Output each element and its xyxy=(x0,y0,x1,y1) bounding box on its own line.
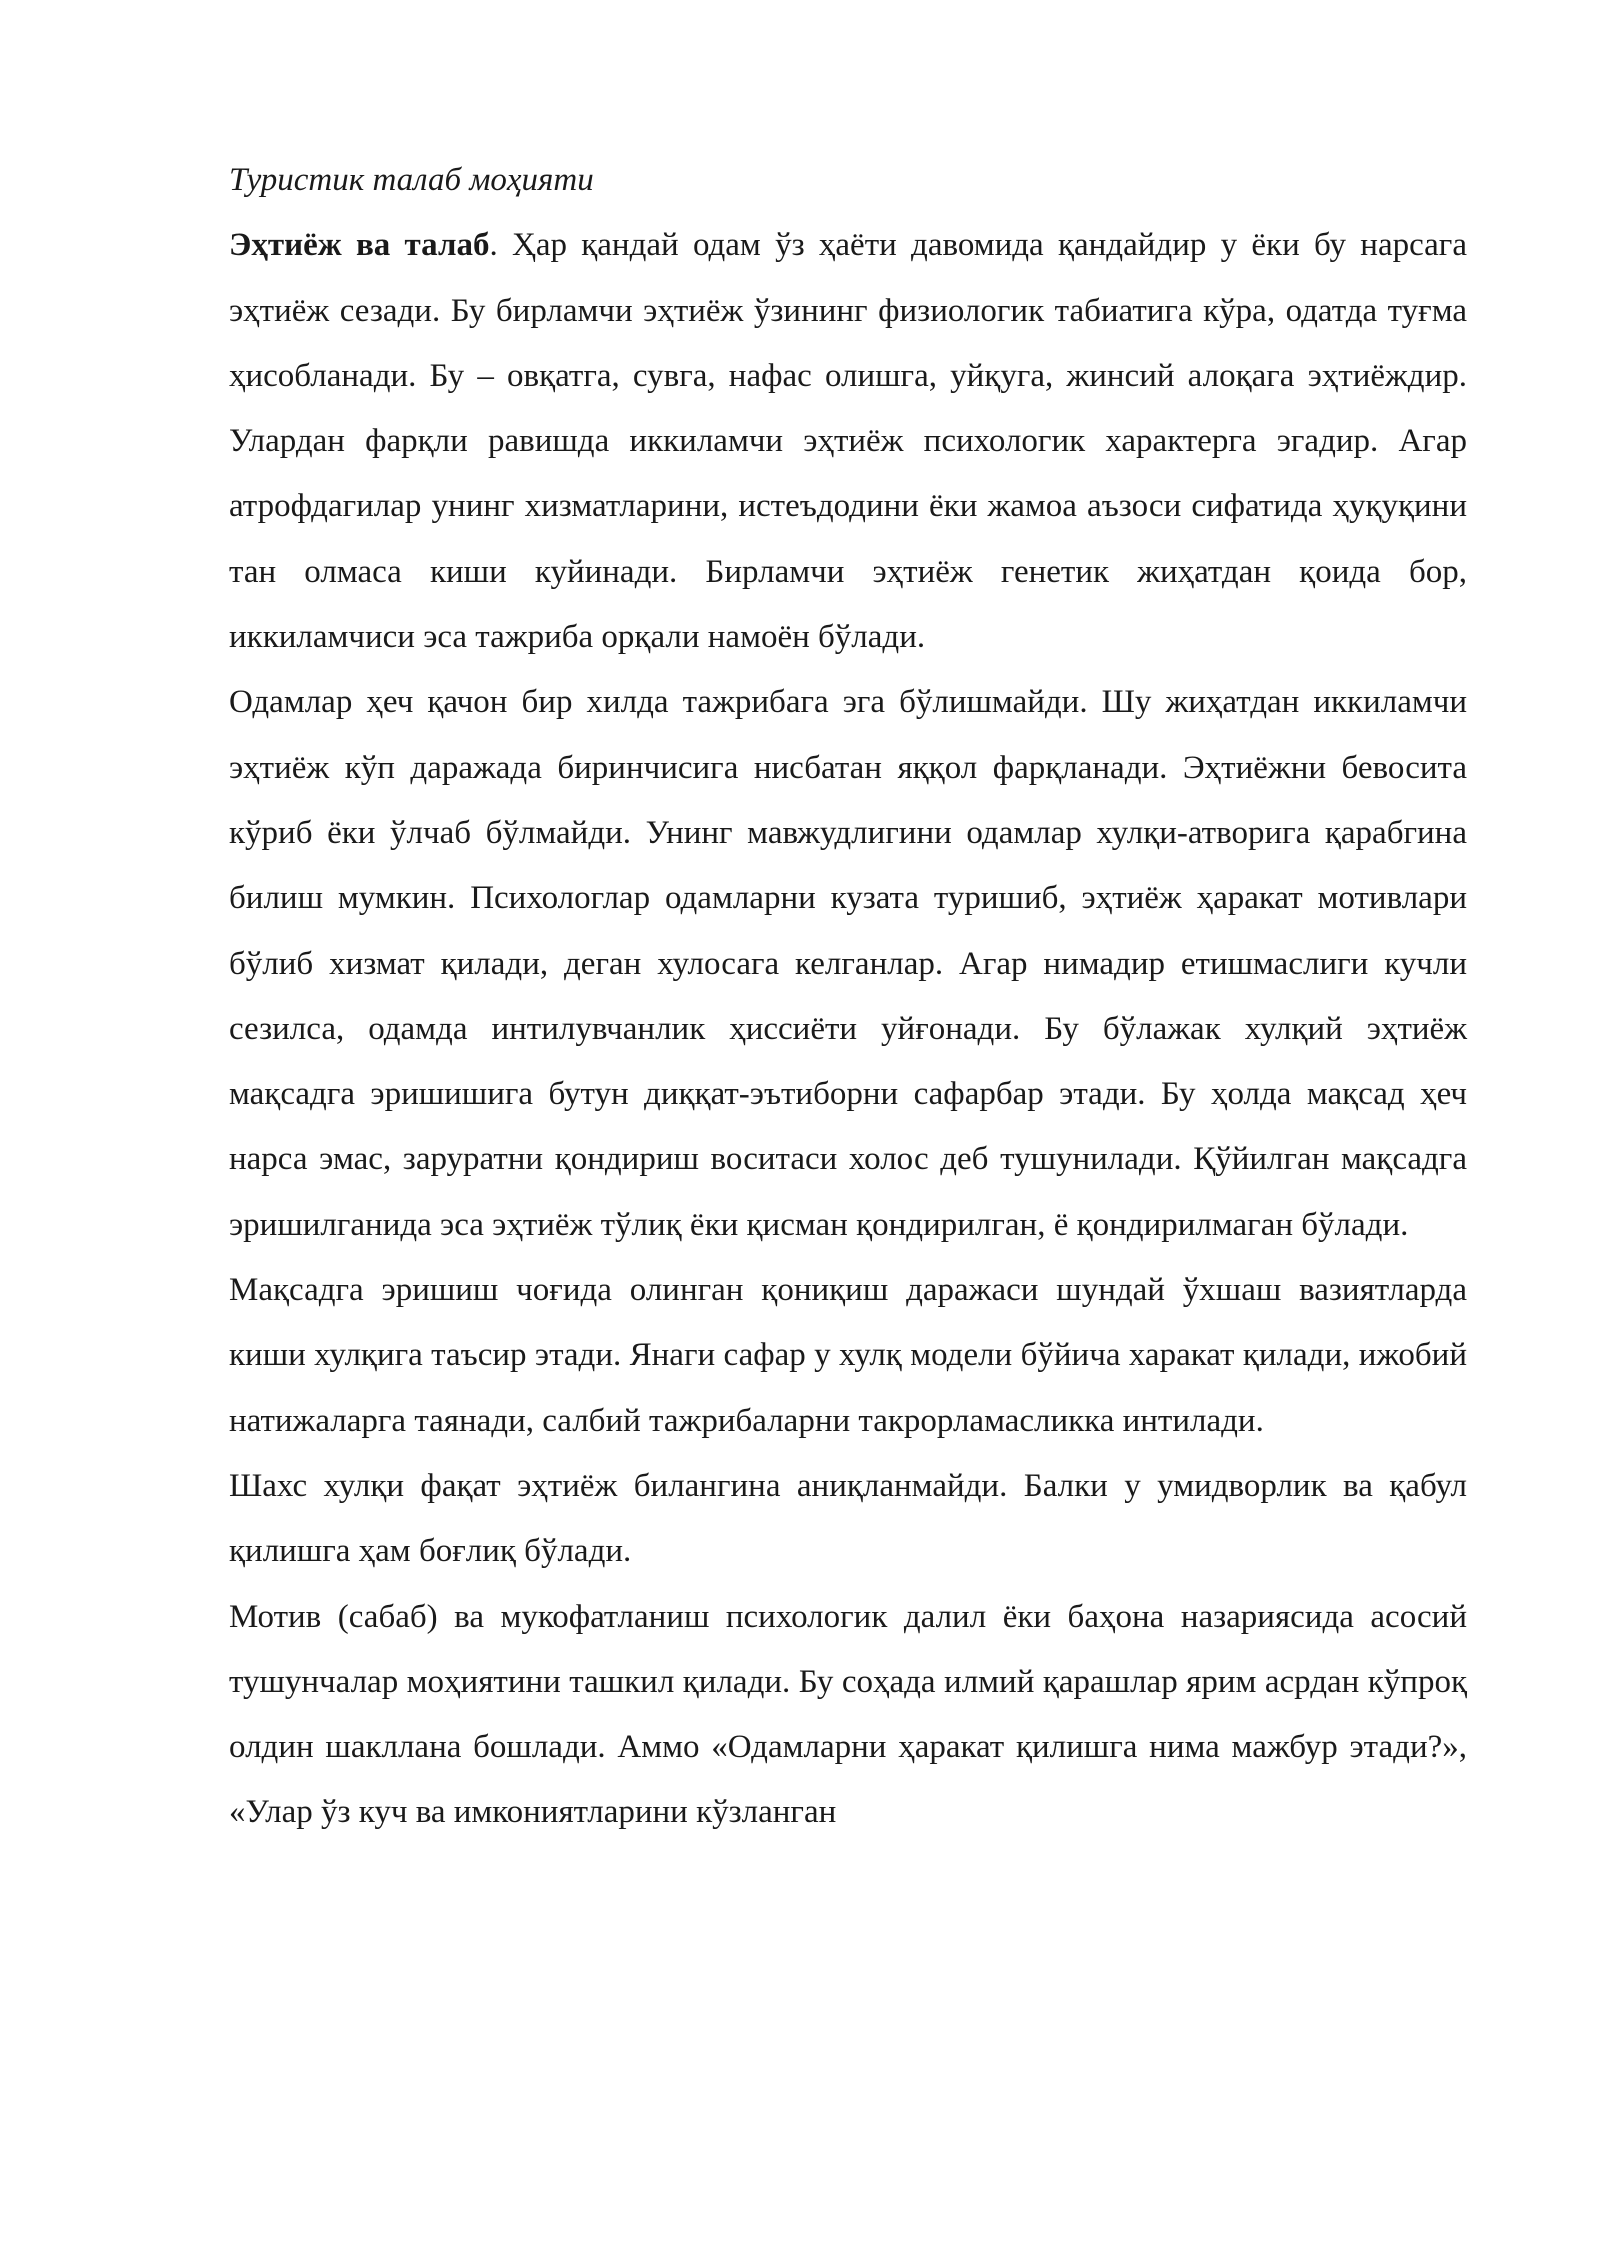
paragraph-motive: Мотив (сабаб) ва мукофатланиш психологик далил ёки баҳона назариясида асосий тушунчалар моҳиятини ташкил қилади. Бу соҳада илмий қарашлар ярим асрдан кўпроқ олдин шакллана бошлади. Аммо «Одамларни ҳаракат қилишга нима мажбур этади?», «Улар ўз куч ва имкониятларини кўзланган xyxy=(229,1598,1467,1831)
paragraph-lead-term: Эҳтиёж ва талаб xyxy=(229,227,490,264)
paragraph-needs-and-demand xyxy=(229,213,1467,670)
document-body xyxy=(229,148,1467,1846)
paragraph-satisfaction: Мақсадга эришиш чоғида олинган қониқиш даражаси шундай ўхшаш вазиятларда киши хулқига таъсир этади. Янаги сафар у хулқ модели бўйича харакат қилади, ижобий натижаларга таянади, салбий тажрибаларни такрорламасликка интилади. xyxy=(229,1272,1467,1439)
paragraph-text: . Ҳар қандай одам ўз ҳаёти давомида қандайдир у ёки бу нарсага эҳтиёж сезади. Бу бирламчи эҳтиёж ўзининг физиологик табиатига кўра, одатда туғма ҳисобланади. Бу – овқатга, сувга, нафас олишга, уйқуга, жинсий алоқага эҳтиёждир. Улардан фарқли равишда иккиламчи эҳтиёж психологик характерга эгадир. Агар атрофдагилар унинг хизматларини, истеъдодини ёки жамоа аъзоси сифатида ҳуқуқини тан олмаса киши куйинади. Бирламчи эҳтиёж генетик жиҳатдан қоида бор, иккиламчиси эса тажриба орқали намоён бўлади. xyxy=(229,227,1467,656)
document-title: Туристик талаб моҳияти xyxy=(229,162,594,198)
paragraph-behavior: Шахс хулқи фақат эҳтиёж билангина аниқланмайди. Балки у умидворлик ва қабул қилишга ҳам боғлиқ бўлади. xyxy=(229,1467,1467,1570)
paragraph-experience: Одамлар ҳеч қачон бир хилда тажрибага эга бўлишмайди. Шу жиҳатдан иккиламчи эҳтиёж кўп даражада биринчисига нисбатан яққол фарқланади. Эҳтиёжни бевосита кўриб ёки ўлчаб бўлмайди. Унинг мавжудлигини одамлар хулқи-атворига қарабгина билиш мумкин. Психологлар одамларни кузата туришиб, эҳтиёж ҳаракат мотивлари бўлиб хизмат қилади, деган хулосага келганлар. Агар нимадир етишмаслиги кучли сезилса, одамда интилувчанлик ҳиссиёти уйғонади. Бу бўлажак хулқий эҳтиёж мақсадга эришишига бутун диққат-эътиборни сафарбар этади. Бу ҳолда мақсад ҳеч нарса эмас, заруратни қондириш воситаси холос деб тушунилади. Қўйилган мақсадга эришилганида эса эҳтиёж тўлиқ ёки қисман қондирилган, ё қондирилмаган бўлади. xyxy=(229,684,1467,1243)
